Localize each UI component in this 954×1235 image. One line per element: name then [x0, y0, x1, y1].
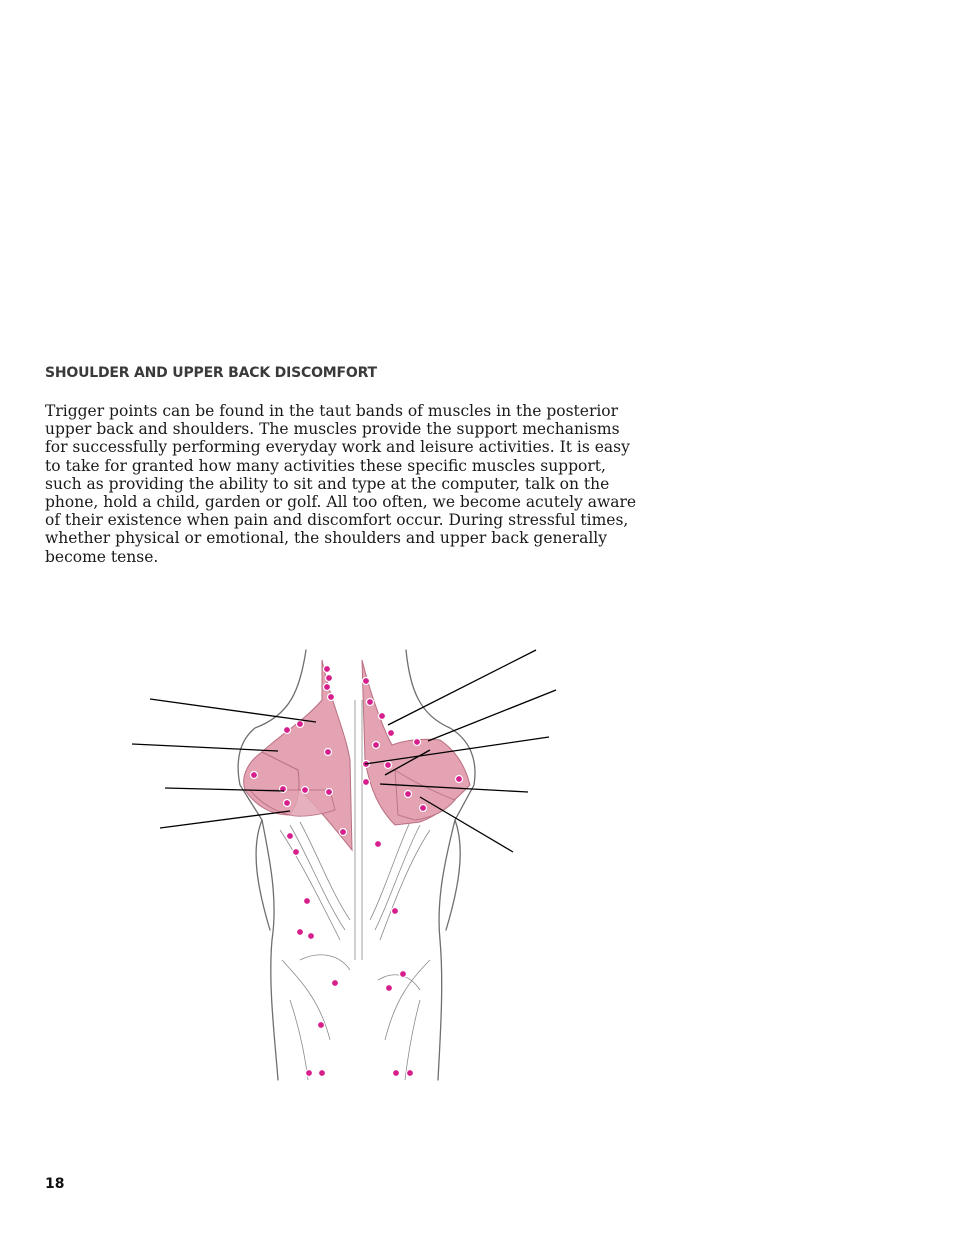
- back-muscle-illustration: [120, 640, 570, 1090]
- body-line: such as providing the ability to sit and type at the computer, talk on the: [45, 474, 610, 493]
- body-paragraph: [45, 402, 645, 566]
- body-line: for successfully performing everyday work and leisure activities. It is easy: [45, 438, 630, 457]
- body-line: whether physical or emotional, the shoulders and upper back generally: [45, 529, 607, 548]
- page-number: 18: [45, 1176, 65, 1192]
- body-line: become tense.: [45, 547, 159, 566]
- body-line: of their existence when pain and discomfort occur. During stressful times,: [45, 511, 629, 530]
- highlighted-muscles: [244, 660, 470, 850]
- body-line: to take for granted how many activities these specific muscles support,: [45, 456, 606, 475]
- body-line: upper back and shoulders. The muscles provide the support mechanisms: [45, 420, 620, 439]
- trigger-points: [251, 666, 463, 1077]
- anatomy-svg: [120, 640, 570, 1090]
- body-outline: [238, 650, 475, 1080]
- body-line: Trigger points can be found in the taut bands of muscles in the posterior: [45, 402, 619, 420]
- body-line: phone, hold a child, garden or golf. All too often, we become acutely aware: [45, 493, 637, 512]
- section-heading: SHOULDER AND UPPER BACK DISCOMFORT: [45, 365, 377, 381]
